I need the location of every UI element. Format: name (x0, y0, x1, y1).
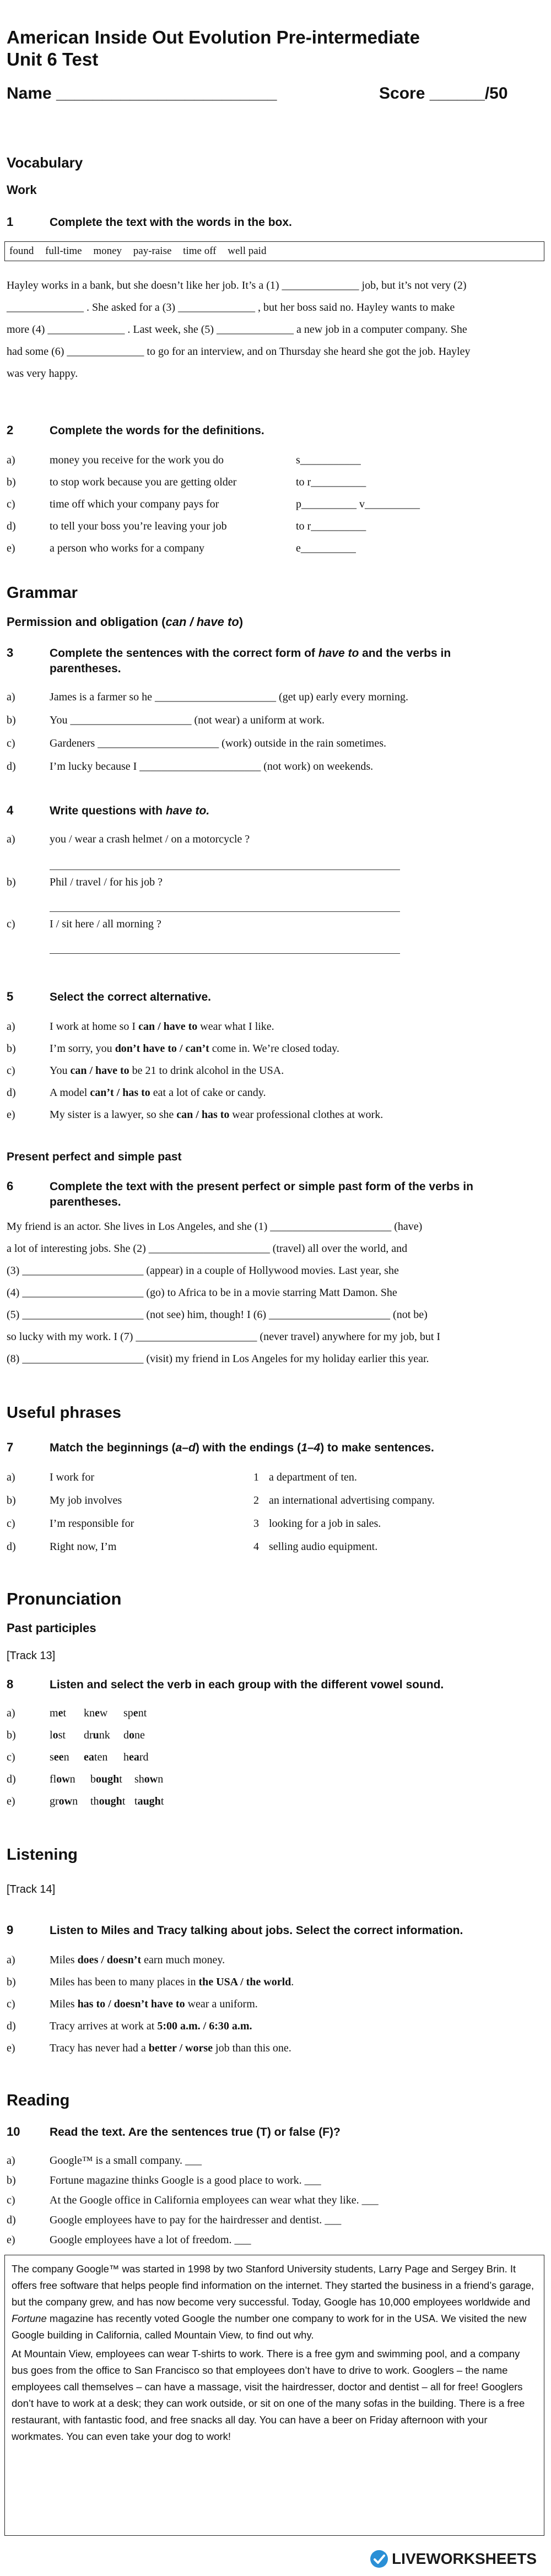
liveworksheets-logo-icon (370, 2550, 388, 2568)
item-letter: a) (7, 1707, 15, 1719)
vocabulary-heading: Vocabulary (7, 154, 83, 171)
item-letter: d) (7, 2020, 16, 2032)
q2-number: 2 (7, 423, 14, 437)
q9-sentence (50, 1954, 225, 1967)
q5-sentence (50, 1065, 284, 1077)
q3-instruction-em: have to (318, 647, 359, 660)
item-letter: e) (7, 1109, 15, 1121)
q9-sentence (50, 2020, 252, 2033)
q1-instruction: Complete the text with the words in the box. (50, 216, 292, 229)
q8-word[interactable] (134, 1795, 164, 1808)
word-part: l (50, 1729, 53, 1741)
word-box-word: pay-raise (133, 245, 172, 257)
word-vowel: ow (58, 1795, 73, 1807)
q9-sentence (50, 1976, 294, 1989)
q7-beginning[interactable]: Right now, I’m (50, 1541, 117, 1553)
q8-word[interactable] (50, 1751, 69, 1764)
q4-item (7, 833, 536, 850)
q6-line[interactable]: so lucky with my work. I (7) ______________________ (never travel) anywhere for my job, but I (7, 1331, 441, 1343)
q1-line[interactable]: Hayley works in a bank, but she doesn’t like her job. It’s a (1) ______________ job, but it’s not very (2) (7, 279, 467, 291)
word-part: nt (138, 1707, 147, 1719)
word-box (4, 241, 544, 261)
item-letter: d) (7, 760, 16, 773)
q9-item[interactable] (7, 2020, 536, 2037)
grammar-sub2: Present perfect and simple past (7, 1151, 182, 1163)
q6-line[interactable]: a lot of interesting jobs. She (2) ______________________ (travel) all over the world, and (7, 1243, 408, 1255)
q2-answer[interactable]: e__________ (296, 542, 356, 554)
q7-instruction (50, 1440, 434, 1455)
q5-item[interactable] (7, 1109, 536, 1125)
item-text: I / sit here / all morning ? (50, 918, 161, 930)
sentence-pre: My sister is a lawyer, so she (50, 1109, 177, 1121)
q10-statement[interactable]: Google employees have to pay for the hairdresser and dentist. ___ (50, 2214, 342, 2226)
word-vowel: ow (144, 1773, 158, 1785)
q7-ending[interactable]: selling audio equipment. (269, 1541, 378, 1553)
pronunciation-sub: Past participles (7, 1621, 96, 1635)
q2-item (7, 454, 536, 471)
q8-word[interactable] (134, 1773, 163, 1786)
q4-number: 4 (7, 803, 14, 817)
q8-word[interactable] (84, 1729, 110, 1742)
reading-passage (4, 2255, 544, 2536)
q1-paragraph (7, 274, 545, 385)
q8-word[interactable] (123, 1729, 145, 1742)
q9-number: 9 (7, 1923, 14, 1937)
choice-alternatives[interactable]: don’t have to / can’t (115, 1043, 209, 1055)
sentence-post: job than this one. (213, 2042, 291, 2054)
word-vowel: ow (56, 1773, 70, 1785)
word-part: fl (50, 1773, 57, 1785)
q9-item[interactable] (7, 1954, 536, 1970)
q3-item (7, 737, 536, 754)
q8-number: 8 (7, 1677, 14, 1691)
word-box-word: full-time (45, 245, 82, 257)
word-vowel: ee (53, 1751, 64, 1763)
item-text: you / wear a crash helmet / on a motorcycle ? (50, 833, 250, 845)
q3-item (7, 760, 536, 777)
choice-alternatives[interactable]: does / doesn’t (77, 1954, 142, 1966)
choice-alternatives[interactable]: the USA / the world (198, 1976, 291, 1988)
item-text: Phil / travel / for his job ? (50, 876, 163, 888)
word-part: rd (139, 1751, 149, 1763)
q7-instruction-em1: a–d (175, 1441, 196, 1454)
q9-item[interactable] (7, 1998, 536, 2015)
q6-line[interactable]: (8) ______________________ (visit) my friend in Los Angeles for my holiday earlier this year. (7, 1353, 429, 1365)
word-part: nk (99, 1729, 110, 1741)
q7-instruction-b: ) with the endings ( (195, 1441, 301, 1454)
word-part: sp (123, 1707, 133, 1719)
grammar-sub1 (7, 615, 243, 629)
q2-instruction: Complete the words for the definitions. (50, 424, 264, 437)
q6-line[interactable]: (4) ______________________ (go) to Africa to be in a movie starring Matt Damon. She (7, 1287, 397, 1299)
sentence-pre: Tracy arrives at work at (50, 2020, 158, 2032)
item-letter: c) (7, 918, 15, 930)
sentence-post: . (291, 1976, 294, 1988)
item-letter: b) (7, 714, 16, 726)
q7-ending-number: 2 (253, 1494, 259, 1506)
q10-statement[interactable]: Fortune magazine thinks Google is a good place to work. ___ (50, 2174, 321, 2186)
word-part: gr (50, 1795, 59, 1807)
word-vowel: ough (99, 1795, 122, 1807)
q7-ending-number: 3 (253, 1517, 259, 1530)
q6-line[interactable]: My friend is an actor. She lives in Los Angeles, and she (1) ______________________ (have) (7, 1221, 423, 1233)
q9-sentence (50, 1998, 258, 2011)
title-line1: American Inside Out Evolution Pre-intermediate (7, 27, 420, 47)
q6-line[interactable]: (3) ______________________ (appear) in a couple of Hollywood movies. Last year, she (7, 1265, 399, 1277)
word-box-word: time off (183, 245, 217, 257)
listening-heading: Listening (7, 1846, 78, 1864)
q2-answer[interactable]: s___________ (296, 454, 361, 466)
word-box-word: money (93, 245, 122, 257)
passage-text: magazine has recently voted Google the number one company to work for in the USA. We visited the new Google building in California, called Mountain View, to find out why. (12, 2313, 527, 2341)
choice-alternatives[interactable]: better / worse (148, 2042, 213, 2054)
q3-sentence[interactable]: You ______________________ (not wear) a uniform at work. (50, 714, 325, 726)
q6-line[interactable]: (5) ______________________ (not see) him, though! I (6) ______________________ (not be) (7, 1309, 428, 1321)
q2-answer[interactable]: to r__________ (296, 520, 366, 532)
word-part: dr (84, 1729, 93, 1741)
word-vowel: o (129, 1729, 134, 1741)
title-line2: Unit 6 Test (7, 49, 99, 69)
q8-instruction: Listen and select the verb in each group with the different vowel sound. (50, 1678, 444, 1691)
word-part: t (122, 1795, 126, 1807)
q2-answer[interactable]: to r__________ (296, 476, 366, 488)
sentence-post: wear a uniform. (185, 1998, 258, 2010)
q7-beginning[interactable]: My job involves (50, 1494, 122, 1506)
word-box-word: well paid (228, 245, 267, 257)
item-letter: b) (7, 1494, 16, 1506)
q10-statement[interactable]: Google™ is a small company. ___ (50, 2154, 202, 2167)
q7-instruction-em2: 1–4 (301, 1441, 321, 1454)
q5-item[interactable] (7, 1065, 536, 1081)
q8-word[interactable] (123, 1707, 147, 1720)
q6-paragraph (7, 1216, 545, 1370)
q3-sentence[interactable]: Gardeners ______________________ (work) outside in the rain sometimes. (50, 737, 387, 749)
word-part: n (158, 1773, 164, 1785)
useful-phrases-heading: Useful phrases (7, 1404, 121, 1422)
q3-sentence[interactable]: I’m lucky because I ______________________ (not work) on weekends. (50, 760, 374, 773)
q7-row (7, 1494, 536, 1511)
grammar-sub1-em: can / have to (165, 615, 239, 629)
item-letter: b) (7, 1729, 16, 1741)
q7-ending[interactable]: looking for a job in sales. (269, 1517, 381, 1530)
choice-alternatives[interactable]: has to / doesn’t have to (77, 1998, 185, 2010)
word-part: s (50, 1751, 54, 1763)
q5-item[interactable] (7, 1020, 536, 1037)
passage-text: The company Google™ was started in 1998 by two Stanford University students, Larry Page and Sergey Brin. It offers free software that helps people find information on the internet. They started the business in a friend’s garage, but the company grew, and has now become very successful. Today, Google has 10,000 employees worldwide and (12, 2263, 534, 2308)
item-letter: a) (7, 833, 15, 845)
word-part: th (90, 1795, 99, 1807)
item-letter: c) (7, 1517, 15, 1530)
q7-instruction-c: ) to make sentences. (320, 1441, 434, 1454)
q5-item[interactable] (7, 1043, 536, 1059)
q5-sentence (50, 1043, 339, 1055)
word-part: n (63, 1751, 69, 1763)
word-part: n (72, 1795, 78, 1807)
q1-line[interactable]: had some (6) ______________ to go for an interview, and on Thursday she heard she got the job. Hayley (7, 345, 471, 358)
q10-item[interactable] (7, 2154, 536, 2171)
q3-instruction-a: Complete the sentences with the correct form of (50, 647, 318, 660)
q1-line[interactable]: ______________ . She asked for a (3) ______________ , but her boss said no. Hayley wants to make (7, 301, 455, 314)
item-text: to stop work because you are getting older (50, 476, 237, 488)
q3-instruction-line2: parentheses. (50, 662, 121, 675)
name-field[interactable]: Name ________________________ (7, 84, 277, 102)
item-letter: e) (7, 2042, 15, 2054)
sentence-post: come in. We’re closed today. (209, 1043, 339, 1055)
item-letter: d) (7, 1773, 16, 1785)
word-vowel: ea (84, 1751, 94, 1763)
q8-word[interactable] (90, 1773, 122, 1786)
word-part: ne (134, 1729, 145, 1741)
q10-item[interactable] (7, 2194, 536, 2211)
q3-item (7, 714, 536, 731)
item-letter: b) (7, 1976, 16, 1988)
item-letter: d) (7, 1087, 16, 1099)
q5-sentence (50, 1020, 274, 1033)
word-part: w (99, 1707, 108, 1719)
q4-answer-line[interactable] (50, 911, 400, 912)
item-letter: b) (7, 876, 16, 888)
item-letter: c) (7, 737, 15, 749)
q9-sentence (50, 2042, 291, 2055)
reading-heading: Reading (7, 2092, 70, 2109)
item-text: a person who works for a company (50, 542, 205, 554)
q3-number: 3 (7, 646, 14, 660)
item-letter: c) (7, 1065, 15, 1077)
vocabulary-sub: Work (7, 183, 37, 197)
q7-row (7, 1517, 536, 1534)
q4-item (7, 876, 536, 893)
word-part: d (123, 1729, 129, 1741)
word-part: sh (134, 1773, 144, 1785)
item-text: money you receive for the work you do (50, 454, 224, 466)
q9-instruction: Listen to Miles and Tracy talking about jobs. Select the correct information. (50, 1924, 463, 1937)
q1-number: 1 (7, 215, 14, 229)
q10-instruction: Read the text. Are the sentences true (T) or false (F)? (50, 2126, 341, 2138)
grammar-heading: Grammar (7, 584, 78, 602)
word-vowel: e (58, 1707, 63, 1719)
q7-beginning[interactable]: I work for (50, 1471, 95, 1483)
sentence-post: eat a lot of cake or candy. (150, 1087, 266, 1099)
q8-word[interactable] (123, 1751, 149, 1764)
q9-item[interactable] (7, 1976, 536, 1992)
sentence-pre: A model (50, 1087, 90, 1099)
q7-ending[interactable]: a department of ten. (269, 1471, 357, 1483)
q8-word[interactable] (90, 1795, 125, 1808)
q2-item (7, 542, 536, 559)
choice-alternatives[interactable]: can / has to (176, 1109, 230, 1121)
grammar-sub1-prefix: Permission and obligation ( (7, 615, 166, 629)
q4-answer-line[interactable] (50, 953, 400, 954)
word-vowel: o (52, 1729, 58, 1741)
q5-item[interactable] (7, 1087, 536, 1103)
q4-instruction-a: Write questions with (50, 804, 166, 817)
item-letter: c) (7, 2194, 15, 2206)
score-field: Score ______/50 (379, 84, 508, 102)
q7-ending-number: 1 (253, 1471, 259, 1483)
word-part: h (123, 1751, 129, 1763)
item-letter: a) (7, 1954, 15, 1966)
q9-item[interactable] (7, 2042, 536, 2059)
q7-ending[interactable]: an international advertising company. (269, 1494, 435, 1506)
q2-item (7, 476, 536, 493)
q4-instruction-em: have to. (165, 804, 210, 817)
q1-line: was very happy. (7, 368, 78, 380)
word-vowel: e (133, 1707, 138, 1719)
passage-em: Fortune (12, 2313, 47, 2324)
item-letter: d) (7, 520, 16, 532)
passage-paragraph-1 (12, 2261, 537, 2343)
q2-answer[interactable]: p__________ v__________ (296, 498, 420, 510)
item-letter: e) (7, 2234, 15, 2246)
q8-group (7, 1795, 536, 1812)
q8-group (7, 1707, 536, 1724)
q3-sentence[interactable]: James is a farmer so he ______________________ (get up) early every morning. (50, 691, 408, 703)
track-14-label: [Track 14] (7, 1883, 56, 1895)
choice-alternatives[interactable]: can / have to (70, 1065, 129, 1077)
q5-sentence (50, 1087, 266, 1099)
q10-number: 10 (7, 2125, 20, 2138)
item-text: time off which your company pays for (50, 498, 219, 510)
word-part: ten (94, 1751, 108, 1763)
passage-paragraph-2: At Mountain View, employees can wear T-shirts to work. There is a free gym and swimming pool, and a company bus goes from the office to San Francisco so that employees don’t have to drive to work. Googlers – the name employees call themselves – can have a massage, visit the hairdresser, doctor and dentist – all for free! Googlers don’t have to work at a desk; they can work outside, or sit on one of the many sofas in the building. There is a free restaurant, with fantastic food, and free snacks all day. You can have a beer on Friday afternoon with your workmates. You can even take your dog to work! (12, 2348, 525, 2442)
q7-instruction-a: Match the beginnings ( (50, 1441, 176, 1454)
q8-group (7, 1773, 536, 1790)
q2-item (7, 520, 536, 537)
sentence-post: wear professional clothes at work. (229, 1109, 383, 1121)
sentence-pre: Miles has been to many places in (50, 1976, 199, 1988)
sentence-pre: Miles (50, 1954, 78, 1966)
liveworksheets-brand[interactable] (370, 2550, 537, 2568)
item-letter: b) (7, 476, 16, 488)
item-text: to tell your boss you’re leaving your job (50, 520, 227, 532)
item-letter: a) (7, 691, 15, 703)
word-part: st (58, 1729, 66, 1741)
word-vowel: ough (96, 1773, 120, 1785)
q8-word[interactable] (50, 1773, 75, 1786)
item-letter: d) (7, 1541, 16, 1553)
sentence-post: wear what I like. (197, 1020, 274, 1033)
q5-sentence (50, 1109, 383, 1121)
item-letter: c) (7, 498, 15, 510)
word-box-word: found (9, 245, 34, 257)
q1-line[interactable]: more (4) ______________ . Last week, she (5) ______________ a new job in a computer company. She (7, 323, 467, 336)
item-letter: b) (7, 1043, 16, 1055)
liveworksheets-brand-text: LIVEWORKSHEETS (392, 2550, 537, 2567)
word-part: t (134, 1795, 138, 1807)
q6-number: 6 (7, 1179, 14, 1193)
item-letter: a) (7, 2154, 15, 2167)
q7-beginning[interactable]: I’m responsible for (50, 1517, 134, 1530)
item-letter: a) (7, 1020, 15, 1033)
sentence-pre: Miles (50, 1998, 78, 2010)
q8-word[interactable] (84, 1707, 107, 1720)
q10-item[interactable] (7, 2174, 536, 2191)
q8-group (7, 1729, 536, 1746)
item-letter: e) (7, 1795, 15, 1807)
choice-alternatives[interactable]: 5:00 a.m. / 6:30 a.m. (157, 2020, 252, 2032)
item-letter: e) (7, 542, 15, 554)
q8-word[interactable] (50, 1795, 78, 1808)
q4-instruction (50, 803, 209, 818)
sentence-pre: I’m sorry, you (50, 1043, 115, 1055)
q8-word[interactable] (50, 1707, 66, 1720)
word-vowel: e (95, 1707, 100, 1719)
sentence-post: earn much money. (141, 1954, 225, 1966)
word-vowel: augh (137, 1795, 161, 1807)
grammar-sub1-suffix: ) (239, 615, 244, 629)
item-letter: c) (7, 1998, 15, 2010)
word-part: t (63, 1707, 67, 1719)
q8-word[interactable] (84, 1751, 107, 1764)
q5-instruction: Select the correct alternative. (50, 991, 211, 1003)
q6-instruction-line1: Complete the text with the present perfect or simple past form of the verbs in (50, 1180, 473, 1193)
pronunciation-heading: Pronunciation (7, 1589, 122, 1608)
q10-statement[interactable]: Google employees have a lot of freedom. ___ (50, 2234, 251, 2246)
word-part: kn (84, 1707, 95, 1719)
sentence-post: be 21 to drink alcohol in the USA. (129, 1065, 284, 1077)
word-part: n (69, 1773, 75, 1785)
choice-alternatives[interactable]: can’t / has to (90, 1087, 150, 1099)
word-vowel: ea (129, 1751, 139, 1763)
sentence-pre: Tracy has never had a (50, 2042, 149, 2054)
q3-instruction (50, 646, 451, 661)
q7-row (7, 1471, 536, 1488)
item-letter: b) (7, 2174, 16, 2186)
q7-ending-number: 4 (253, 1541, 259, 1553)
q3-item (7, 691, 536, 708)
q8-word[interactable] (50, 1729, 66, 1742)
word-part: b (90, 1773, 96, 1785)
q6-instruction-line2: parentheses. (50, 1196, 121, 1208)
item-letter: a) (7, 454, 15, 466)
q3-instruction-b: and the verbs in (359, 647, 451, 660)
item-letter: d) (7, 2214, 16, 2226)
q8-group (7, 1751, 536, 1768)
q7-row (7, 1541, 536, 1557)
word-vowel: u (93, 1729, 99, 1741)
sentence-pre: I work at home so I (50, 1020, 139, 1033)
word-part: t (160, 1795, 164, 1807)
q10-statement[interactable]: At the Google office in California employees can wear what they like. ___ (50, 2194, 379, 2206)
q2-item (7, 498, 536, 515)
choice-alternatives[interactable]: can / have to (138, 1020, 198, 1033)
item-letter: a) (7, 1471, 15, 1483)
q5-number: 5 (7, 990, 14, 1003)
q10-item[interactable] (7, 2214, 536, 2231)
word-part: m (50, 1707, 58, 1719)
track-13-label: [Track 13] (7, 1650, 56, 1662)
sentence-pre: You (50, 1065, 71, 1077)
word-part: t (119, 1773, 122, 1785)
item-letter: c) (7, 1751, 15, 1763)
q4-item (7, 918, 536, 935)
q7-number: 7 (7, 1440, 14, 1454)
q10-item[interactable] (7, 2234, 536, 2250)
